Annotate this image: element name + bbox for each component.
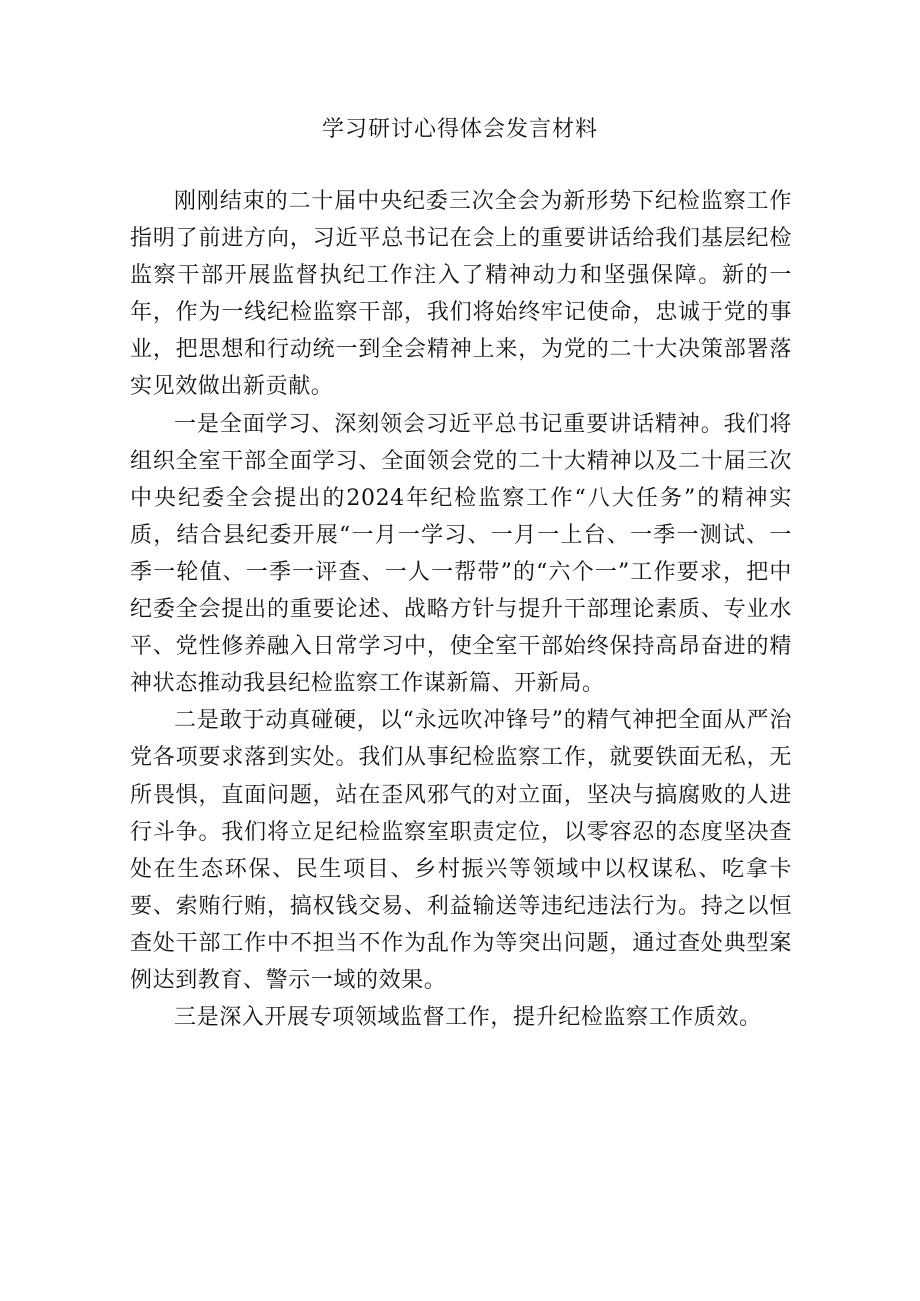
document-body [130, 183, 792, 1036]
document-title: 学习研讨心得体会发言材料 [321, 117, 598, 142]
paragraph-point-three: 三是深入开展专项领域监督工作，提升纪检监察工作质效。 [174, 1005, 762, 1031]
paragraph-intro: 刚刚结束的二十届中央纪委三次全会为新形势下纪检监察工作指明了前进方向，习近平总书记在会上的重要讲话给我们基层纪检监察干部开展监督执纪工作注入了精神动力和坚强保障。新的一年，作为一线纪检监察干部，我们将始终牢记使命，忠诚于党的事业，把思想和行动统一到全会精神上来，为党的二十大决策部署落实见效做出新贡献。 [130, 189, 792, 400]
paragraph-point-two: 二是敢于动真碰硬，以“永远吹冲锋号”的精气神把全面从严治党各项要求落到实处。我们从事纪检监察工作，就要铁面无私，无所畏惧，直面问题，站在歪风邪气的对立面，坚决与搞腐败的人进行斗争。我们将立足纪检监察室职责定位，以零容忍的态度坚决查处在生态环保、民生项目、乡村振兴等领域中以权谋私、吃拿卡要、索贿行贿，搞权钱交易、利益输送等违纪违法行为。持之以恒查处干部工作中不担当不作为乱作为等突出问题，通过查处典型案例达到教育、警示一域的效果。 [130, 708, 792, 993]
paragraph-point-one: 一是全面学习、深刻领会习近平总书记重要讲话精神。我们将组织全室干部全面学习、全面领会党的二十大精神以及二十届三次中央纪委全会提出的2024年纪检监察工作“八大任务”的精神实质，结合县纪委开展“一月一学习、一月一上台、一季一测试、一季一轮值、一季一评查、一人一帮带”的“六个一”工作要求，把中纪委全会提出的重要论述、战略方针与提升干部理论素质、专业水平、党性修养融入日常学习中，使全室干部始终保持高昂奋进的精神状态推动我县纪检监察工作谋新篇、开新局。 [130, 411, 792, 697]
